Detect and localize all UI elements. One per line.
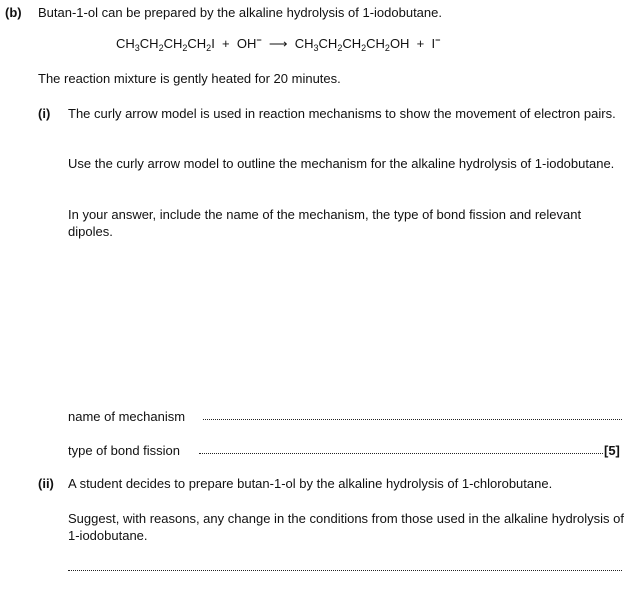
marks-indicator: [5]: [604, 443, 620, 458]
part-ii-text-2: Suggest, with reasons, any change in the conditions from those used in the alkaline hydrolysis of 1-iodobutane.: [68, 511, 624, 543]
part-i-text-3: In your answer, include the name of the mechanism, the type of bond fission and relevant dipoles.: [68, 207, 582, 239]
part-b-intro: Butan-1-ol can be prepared by the alkaline hydrolysis of 1-iodobutane.: [38, 5, 442, 20]
answer-line-bond-fission[interactable]: [199, 453, 603, 454]
answer-label-mechanism: name of mechanism: [68, 409, 186, 424]
part-i-text-1: The curly arrow model is used in reaction mechanisms to show the movement of electron pairs.: [68, 106, 616, 121]
part-b-label: (b): [5, 5, 22, 20]
part-i-text-2: Use the curly arrow model to outline the mechanism for the alkaline hydrolysis of 1-iodobutane.: [68, 156, 615, 171]
reactant-1-iodobutane: $CH_3CH_2CH_2CH_2I$: [116, 36, 215, 53]
product-butanol: $CH_3CH_2CH_2CH_2OH$: [294, 36, 410, 53]
answer-line-conditions[interactable]: [68, 570, 622, 571]
plus-sign: +: [222, 36, 230, 51]
plus-sign: +: [416, 36, 425, 51]
answer-line-mechanism[interactable]: [203, 419, 622, 420]
part-i-label: (i): [38, 106, 51, 121]
product-iodide: I−: [431, 35, 441, 51]
reaction-conditions: The reaction mixture is gently heated for 20 minutes.: [38, 71, 341, 86]
part-ii-label: (ii): [38, 476, 54, 491]
reaction-equation: [116, 36, 440, 52]
reactant-hydroxide: OH−: [236, 35, 262, 51]
part-ii-text-1: A student decides to prepare butan-1-ol by the alkaline hydrolysis of 1-chlorobutane.: [68, 476, 553, 491]
answer-label-bond-fission: type of bond fission: [68, 443, 181, 458]
reaction-arrow: ⟶: [268, 36, 288, 51]
